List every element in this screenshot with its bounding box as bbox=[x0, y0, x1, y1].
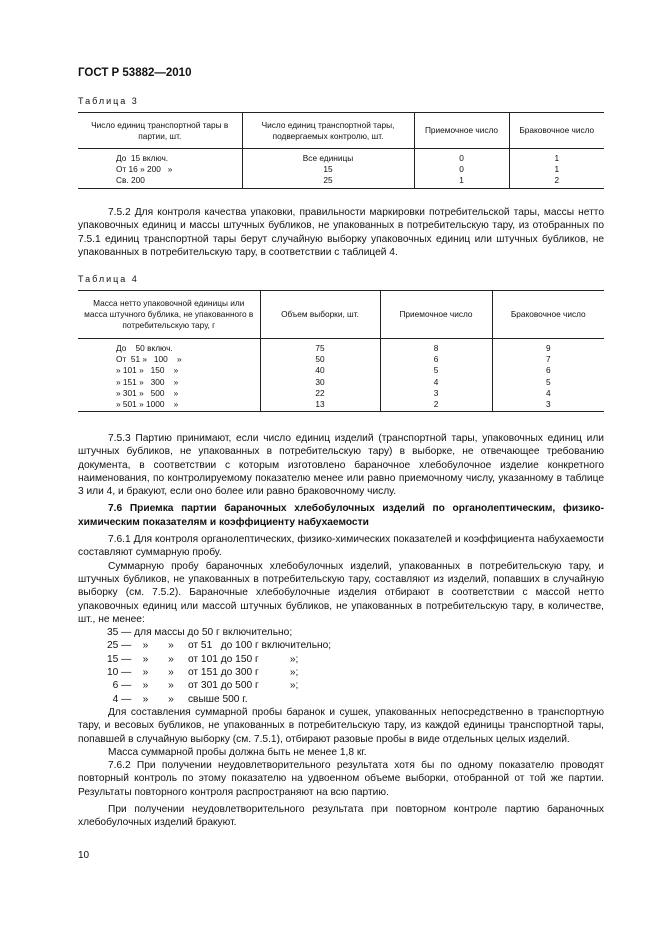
section-7-6-title: 7.6 Приемка партии бараночных хлебобулочных изделий по органолептическим, физико-химическим показателям и коэффициенту набухаемости bbox=[78, 503, 604, 528]
table-cell: 40 bbox=[260, 365, 380, 376]
table-cell: 1 bbox=[509, 149, 604, 165]
table-cell: 2 bbox=[380, 399, 492, 412]
table-cell: 5 bbox=[380, 365, 492, 376]
table-row bbox=[78, 149, 604, 165]
table4-header: Масса нетто упаковочной единицы или масса штучного бублика, не упакованного в потребительскую тару, г bbox=[78, 291, 260, 339]
paragraph-summary-sample-2: Для составления суммарной пробы баранок и сушек, упакованных непосредственно в транспортную тару, и весовых бубликов, не упакованных в потребительскую тару, из каждой единицы транспортной тары, попавшей в случайную выборку (см. 7.5.1), отбирают разовые пробы в виде отдельных целых изделий. bbox=[78, 706, 604, 745]
table-cell: 1 bbox=[509, 164, 604, 175]
quantity-list bbox=[107, 626, 604, 706]
table-row bbox=[78, 399, 604, 412]
paragraph-7-5-2-block bbox=[78, 206, 604, 259]
table3 bbox=[78, 112, 604, 189]
document-header: ГОСТ Р 53882—2010 bbox=[78, 67, 192, 79]
table4-header: Браковочное число bbox=[492, 291, 604, 339]
table-cell: » 301 » 500 » bbox=[116, 387, 179, 398]
table-cell: 22 bbox=[260, 388, 380, 399]
table-cell: До 50 включ. bbox=[116, 343, 173, 353]
list-item: 15 — » » от 101 до 150 г »; bbox=[107, 653, 299, 665]
table-row bbox=[78, 388, 604, 399]
table-cell: » 151 » 300 » bbox=[116, 376, 179, 387]
table-cell: 0 bbox=[414, 164, 509, 175]
table-cell: 3 bbox=[380, 388, 492, 399]
table-cell: 6 bbox=[380, 354, 492, 365]
table-cell: От 51 » 100 » bbox=[116, 354, 182, 365]
list-item: 10 — » » от 151 до 300 г »; bbox=[107, 667, 299, 679]
page-number: 10 bbox=[78, 850, 90, 861]
table-cell: 50 bbox=[260, 354, 380, 365]
paragraph-7-6-1: 7.6.1 Для контроля органолептических, физико-химических показателей и коэффициента набухаемости составляют суммарную пробу. bbox=[78, 534, 604, 559]
table-cell: 8 bbox=[380, 339, 492, 355]
table-cell: Все единицы bbox=[242, 149, 414, 165]
paragraph-7-5-2: 7.5.2 Для контроля качества упаковки, правильности маркировки потребительской тары, массы нетто упаковочных единиц и массы штучных бубликов, не упакованных в потребительскую тару, из отобранных по 7.5.1 единиц транспортной тары берут случайную выборку упаковочных единиц или штучных бубликов, не упакованных в потребительскую тару, в соответствии с таблицей 4. bbox=[78, 207, 604, 258]
table4-header: Приемочное число bbox=[380, 291, 492, 339]
table-cell: 9 bbox=[492, 339, 604, 355]
table-row bbox=[78, 354, 604, 365]
table-cell: 15 bbox=[242, 164, 414, 175]
table4 bbox=[78, 290, 604, 412]
table4-caption: Таблица 4 bbox=[78, 274, 139, 284]
table3-header: Браковочное число bbox=[509, 113, 604, 149]
table-row bbox=[78, 164, 604, 175]
table3-caption: Таблица 3 bbox=[78, 96, 139, 106]
table-cell: До 15 включ. bbox=[116, 153, 169, 163]
table3-header: Число единиц транспортной тары в партии, шт. bbox=[78, 113, 242, 149]
list-item: 25 — » » от 51 до 100 г включительно; bbox=[107, 640, 332, 652]
table-cell: 6 bbox=[492, 365, 604, 376]
paragraph-7-6-2: 7.6.2 При получении неудовлетворительного результата хотя бы по одному показателю проводят повторный контроль по этому показателю на удвоенном объеме выборки, отобранной от той же партии. Результаты повторного контроля распространяют на всю партию. bbox=[78, 760, 604, 798]
table-cell: 75 bbox=[260, 339, 380, 355]
paragraph-rejection: При получении неудовлетворительного результата при повторном контроле партию бараночных хлебобулочных изделий бракуют. bbox=[78, 804, 604, 829]
table-cell: » 101 » 150 » bbox=[116, 365, 179, 376]
table-cell: 2 bbox=[509, 175, 604, 188]
table-cell: 4 bbox=[492, 388, 604, 399]
paragraph-sample-mass: Масса суммарной пробы должна быть не менее 1,8 кг. bbox=[108, 746, 367, 758]
table-row bbox=[78, 175, 604, 188]
list-item: 35 — для массы до 50 г включительно; bbox=[107, 627, 293, 639]
list-item: 6 — » » от 301 до 500 г »; bbox=[107, 680, 299, 692]
table-cell: 3 bbox=[492, 399, 604, 412]
list-item: 4 — » » свыше 500 г. bbox=[107, 693, 248, 705]
paragraph-summary-sample: Суммарную пробу бараночных хлебобулочных изделий, упакованных в потребительскую тару, и штучных бубликов, не упакованных в потребительскую тару, составляют из изделий, попавших в случайную выборку (см. 7.5.2). Бараночные хлебобулочные изделия отбирают в соответствии с массой нетто упаковочных единиц или массой штучных бубликов, не упакованных в потребительскую тару, в количестве, шт., не менее: bbox=[78, 560, 604, 625]
table-row bbox=[78, 339, 604, 355]
table-cell: 5 bbox=[492, 377, 604, 388]
table-cell: 13 bbox=[260, 399, 380, 412]
table-cell: 4 bbox=[380, 377, 492, 388]
table-cell: 30 bbox=[260, 377, 380, 388]
table3-header: Число единиц транспортной тары, подвергаемых контролю, шт. bbox=[242, 113, 414, 149]
table-cell: 25 bbox=[242, 175, 414, 188]
table-cell: Св. 200 bbox=[78, 175, 242, 188]
table-cell: » 501 » 1000 » bbox=[78, 399, 260, 412]
table-cell: 1 bbox=[414, 175, 509, 188]
main-text bbox=[78, 432, 604, 830]
table-cell: 0 bbox=[414, 149, 509, 165]
table-cell: От 16 » 200 » bbox=[116, 164, 173, 175]
paragraph-7-5-3: 7.5.3 Партию принимают, если число единиц изделий (транспортной тары, упаковочных единиц или штучных бубликов, не упакованных в потребительскую тару) в выборке, не отвечающее требованию документа, в соответствии с которым изготовлено бараночное хлебобулочное изделие конкретного наименования, по контролируемому показателю менее или равно приемочному числу, указанному в таблице 3 или 4, и бракуют, если оно более или равно браковочному числу. bbox=[78, 433, 604, 498]
table3-header: Приемочное число bbox=[414, 113, 509, 149]
table4-header: Объем выборки, шт. bbox=[260, 291, 380, 339]
table-cell: 7 bbox=[492, 354, 604, 365]
table-row bbox=[78, 377, 604, 388]
table-row bbox=[78, 365, 604, 376]
